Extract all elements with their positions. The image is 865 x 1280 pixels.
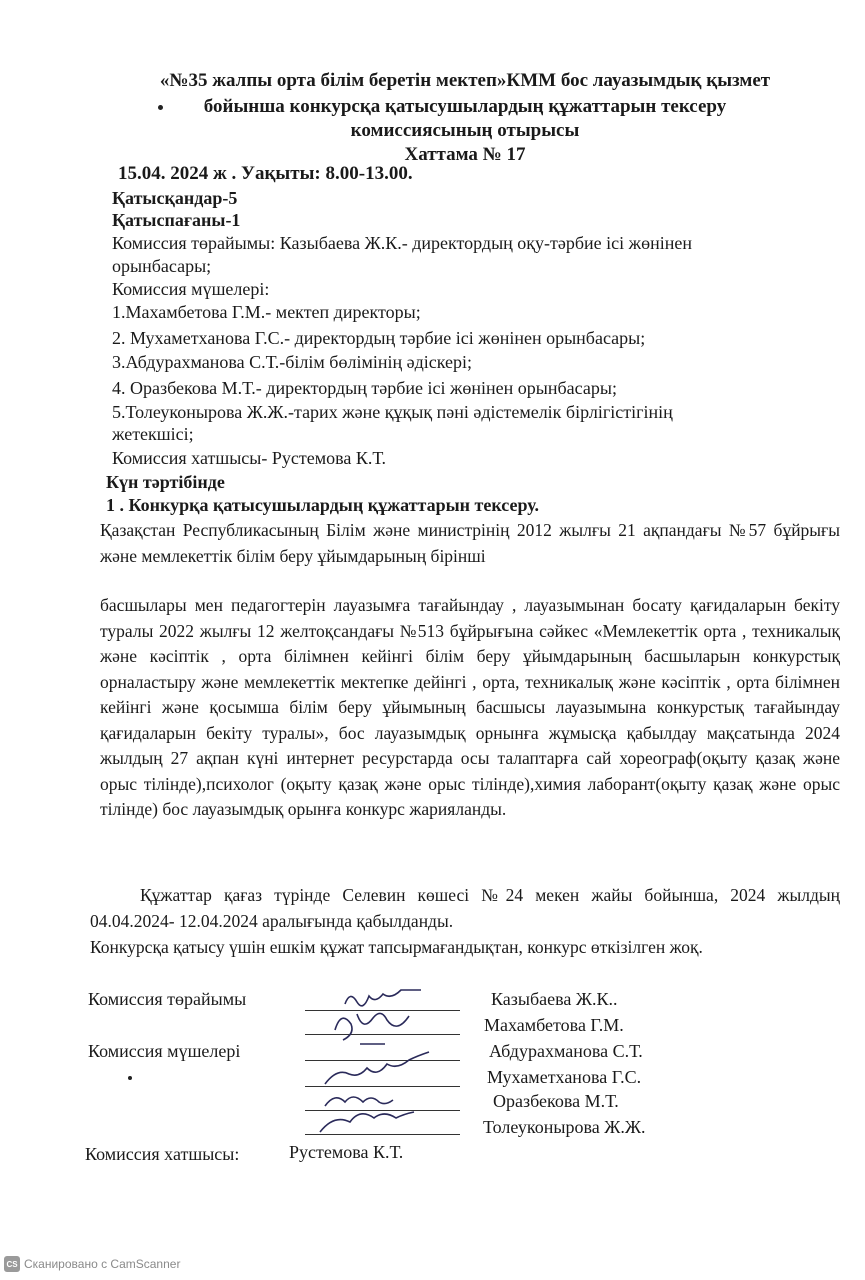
camscanner-logo-icon: CS xyxy=(4,1256,20,1272)
scan-speck xyxy=(128,1076,132,1080)
present-count: Қатысқандар-5 xyxy=(112,188,238,208)
agenda-item-1: 1 . Конкурқа қатысушылардың құжаттарын тексеру. xyxy=(106,495,539,515)
handwritten-signatures xyxy=(315,984,435,1144)
members-heading: Комиссия мүшелері: xyxy=(112,279,270,299)
member-item: 4. Оразбекова М.Т.- директордың тәрбие ісі жөнінен орынбасары; xyxy=(112,378,617,398)
signatory-name: Казыбаева Ж.К.. xyxy=(491,989,618,1009)
body-paragraph-2: басшылары мен педагогтерін лауазымға тағайындау , лауазымынан босату қағидаларын бекіту туралы 2022 жылғы 12 желтоқсандағы №513 бұйрығына сәйкес «Мемлекеттік орта , техникалық және кәсіптік , орта білімнен кейінгі білім беру ұйымдарының басшыларын конкурстық орналастыру және мемлекеттік мектепке дейінгі , орта, техникалық және кәсіптік , орта білімнен кейінгі және қосымша білім беру ұйымының басшысы лауазымына конкурстық тағайындау қағидаларын бекіту туралы», бос лауазымдық орнынға жұмысқа қабылдау мақсатында 2024 жылдың 27 ақпан күні интернет ресурстарда осы талаптарға сай хореограф(оқыту қазақ және орыс тілінде),психолог (оқыту қазақ және орыс тілінде),химия лаборант(оқыту қазақ және орыс тілінде) бос лауазымдық орынға конкурс жарияланды. xyxy=(100,595,840,819)
chair-signature-label: Комиссия төрайымы xyxy=(88,989,247,1009)
secretary-name: Рустемова К.Т. xyxy=(289,1142,404,1162)
secretary-signature-label: Комиссия хатшысы: xyxy=(85,1144,240,1164)
body-paragraph-3: Құжаттар қағаз түрінде Селевин көшесі №24 мекен жайы бойынша, 2024 жылдың 04.04.2024- 12.04.2024 аралығында қабылданды. xyxy=(90,885,840,931)
protocol-number: Хаттама № 17 xyxy=(404,144,526,165)
body-paragraph-1: Қазақстан Республикасының Білім және министрінің 2012 жылғы 21 ақпандағы №57 бұйрығы және мемлекеттік білім беру ұйымдарының бірінші xyxy=(100,520,840,566)
watermark-text: Сканировано с CamScanner xyxy=(24,1257,181,1271)
signatory-name: Мухаметханова Г.С. xyxy=(487,1067,642,1087)
members-signature-label: Комиссия мүшелері xyxy=(88,1041,241,1061)
signatory-name: Толеуконырова Ж.Ж. xyxy=(483,1117,646,1137)
signatory-name: Оразбекова М.Т. xyxy=(493,1091,619,1111)
scanner-watermark xyxy=(4,1256,180,1272)
chair-line-2: орынбасары; xyxy=(112,256,212,276)
signatory-name: Махамбетова Г.М. xyxy=(484,1015,624,1035)
absent-count: Қатыспағаны-1 xyxy=(112,210,241,230)
chair-line-1: Комиссия төрайымы: Казыбаева Ж.К.- директордың оқу-тәрбие ісі жөнінен xyxy=(112,233,692,253)
body-paragraph-4: Конкурсқа қатысу үшін ешкім құжат тапсырмағандықтан, конкурс өткізілген жоқ. xyxy=(90,937,703,957)
signatory-name: Абдурахманова С.Т. xyxy=(489,1041,643,1061)
header-line-3: комиссиясының отырысы xyxy=(350,120,580,141)
member-item: 5.Толеуконырова Ж.Ж.-тарих және құқық пәні әдістемелік бірлігістігінің xyxy=(112,402,673,422)
header-line-2: бойынша конкурсқа қатысушылардың құжаттарын тексеру xyxy=(203,96,727,117)
member-item: 2. Мухаметханова Г.С.- директордың тәрбие ісі жөнінен орынбасары; xyxy=(112,328,646,348)
member-item: 1.Махамбетова Г.М.- мектеп директоры; xyxy=(112,302,421,322)
header-line-1: «№35 жалпы орта білім беретін мектеп»КММ бос лауазымдық қызмет xyxy=(159,70,771,91)
secretary-line: Комиссия хатшысы- Рустемова К.Т. xyxy=(112,448,387,468)
meeting-date-time: 15.04. 2024 ж . Уақыты: 8.00-13.00. xyxy=(118,163,413,184)
member-item: жетекшісі; xyxy=(112,424,194,444)
member-item: 3.Абдурахманова С.Т.-білім бөлімінің әдіскері; xyxy=(112,352,473,372)
agenda-heading: Күн тәртібінде xyxy=(106,472,225,492)
